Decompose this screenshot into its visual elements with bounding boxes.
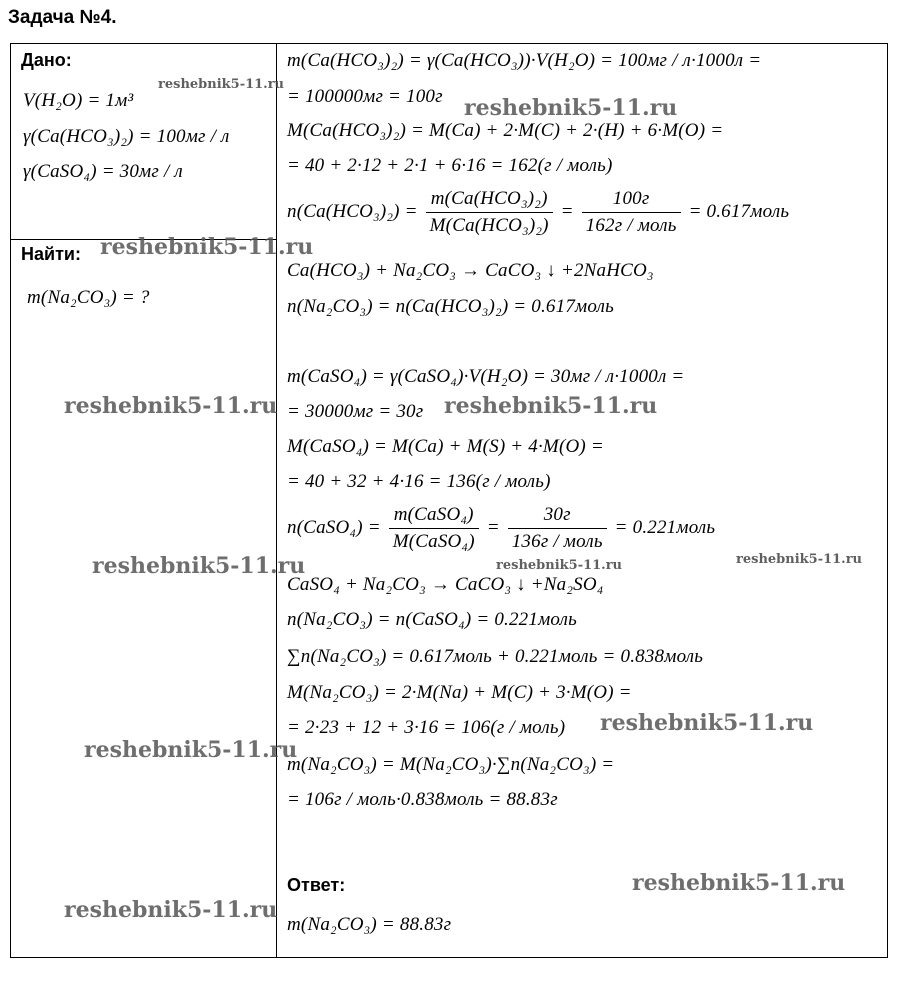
find-label: Найти:: [21, 244, 81, 264]
task-title: Задача №4.: [8, 7, 117, 28]
fraction-equation: [287, 188, 789, 237]
fraction-lhs: n(Ca(HCO₃)₂) =: [287, 200, 418, 222]
solution-line: M(Na₂CO₃) = 2·M(Na) + M(C) + 3·M(O) =: [287, 682, 632, 703]
given-line: γ(CaSO₄) = 30мг / л: [23, 161, 183, 182]
fraction-numerator: 30г: [508, 504, 607, 529]
solution-line: CaSO₄ + Na₂CO₃ → CaCO₃ ↓ +Na₂SO₄: [287, 574, 604, 595]
solution-line: = 100000мг = 100г: [287, 86, 443, 107]
fraction-denominator: 136г / моль: [511, 531, 603, 552]
fraction: [389, 504, 479, 553]
solution-line: n(Na₂CO₃) = n(CaSO₄) = 0.221моль: [287, 609, 577, 630]
watermark: reshebnik5-11.ru: [736, 552, 863, 567]
fraction-equation: [287, 504, 715, 553]
watermark: reshebnik5-11.ru: [92, 553, 306, 579]
watermark: reshebnik5-11.ru: [84, 737, 298, 763]
watermark: reshebnik5-11.ru: [444, 393, 658, 419]
fraction-numerator: m(CaSO₄): [389, 504, 479, 529]
fraction-numerator: m(Ca(HCO₃)₂): [426, 188, 553, 213]
solution-table: [10, 43, 888, 958]
solution-line: = 40 + 32 + 4·16 = 136(г / моль): [287, 471, 551, 492]
fraction-denominator: 162г / моль: [585, 215, 677, 236]
watermark: reshebnik5-11.ru: [600, 710, 814, 736]
solution-line: m(CaSO₄) = γ(CaSO₄)·V(H₂O) = 30мг / л·1000л =: [287, 366, 685, 387]
fraction-result: = 0.221моль: [614, 516, 716, 538]
find-line: m(Na₂CO₃) = ?: [27, 287, 150, 308]
watermark: reshebnik5-11.ru: [496, 558, 623, 573]
solution-line: M(CaSO₄) = M(Ca) + M(S) + 4·M(O) =: [287, 436, 604, 457]
solution-line: = 106г / моль·0.838моль = 88.83г: [287, 789, 558, 810]
solution-line: M(Ca(HCO₃)₂) = M(Ca) + 2·M(C) + 2·(H) + 6·M(O) =: [287, 120, 724, 141]
given-label: Дано:: [21, 50, 72, 70]
fraction-numerator: 100г: [582, 188, 681, 213]
solution-line: m(Na₂CO₃) = M(Na₂CO₃)·∑n(Na₂CO₃) =: [287, 754, 615, 775]
watermark: reshebnik5-11.ru: [64, 897, 278, 923]
fraction: [508, 504, 607, 553]
watermark: reshebnik5-11.ru: [158, 77, 285, 92]
fraction-denominator: M(Ca(HCO₃)₂): [429, 215, 549, 236]
watermark: reshebnik5-11.ru: [464, 95, 678, 121]
equals-sign: =: [560, 200, 574, 222]
fraction-lhs: n(CaSO₄) =: [287, 516, 381, 538]
fraction: [426, 188, 553, 237]
fraction-denominator: M(CaSO₄): [392, 531, 475, 552]
solution-line: ∑n(Na₂CO₃) = 0.617моль + 0.221моль = 0.838моль: [287, 646, 704, 667]
solution-line: = 2·23 + 12 + 3·16 = 106(г / моль): [287, 717, 566, 738]
fraction: [582, 188, 681, 237]
solution-line: n(Na₂CO₃) = n(Ca(HCO₃)₂) = 0.617моль: [287, 296, 614, 317]
solution-line: m(Ca(HCO₃)₂) = γ(Ca(HCO₃))·V(H₂O) = 100мг / л·1000л =: [287, 50, 762, 71]
watermark: reshebnik5-11.ru: [100, 234, 314, 260]
watermark: reshebnik5-11.ru: [64, 393, 278, 419]
fraction-result: = 0.617моль: [688, 200, 790, 222]
solution-line: = 40 + 2·12 + 2·1 + 6·16 = 162(г / моль): [287, 155, 613, 176]
watermark: reshebnik5-11.ru: [632, 870, 846, 896]
given-line: γ(Ca(HCO₃)₂) = 100мг / л: [23, 126, 230, 147]
solution-line: Ca(HCO₃) + Na₂CO₃ → CaCO₃ ↓ +2NaHCO₃: [287, 260, 654, 281]
answer-line: m(Na₂CO₃) = 88.83г: [287, 914, 452, 935]
column-divider: [276, 44, 277, 957]
equals-sign: =: [486, 516, 500, 538]
solution-line: = 30000мг = 30г: [287, 401, 424, 422]
given-line: V(H₂O) = 1м³: [23, 90, 134, 111]
answer-label: Ответ:: [287, 875, 346, 895]
